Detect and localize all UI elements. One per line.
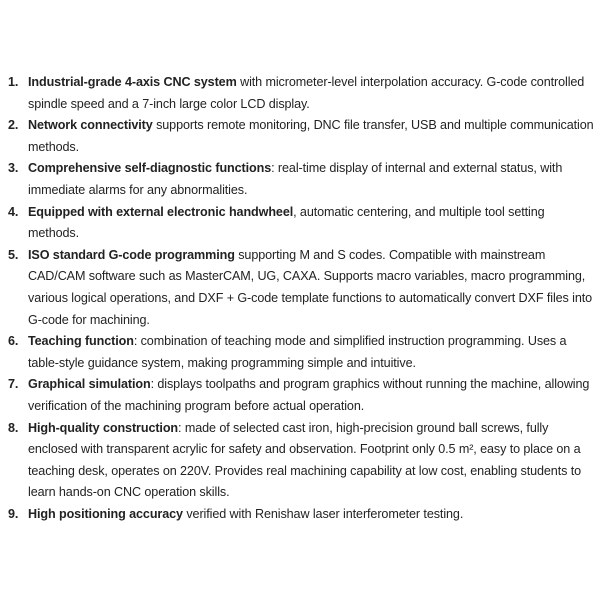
item-title: Network connectivity: [28, 118, 153, 133]
item-description: with micrometer-level interpolation accuracy. G-code controlled spindle speed and a 7-inch large color LCD display.: [28, 75, 585, 111]
item-title: Teaching function: [28, 334, 134, 349]
item-text: [28, 331, 594, 374]
item-title: High positioning accuracy: [28, 506, 183, 521]
item-text: [28, 202, 594, 245]
item-description: : displays toolpaths and program graphics without running the machine, allowing verification of the machining program before actual operation.: [28, 377, 590, 413]
item-title: High-quality construction: [28, 420, 179, 435]
list-item: [8, 72, 594, 115]
item-number: 9.: [8, 506, 19, 521]
item-number: 6.: [8, 334, 19, 349]
list-item: [8, 202, 594, 245]
item-description: verified with Renishaw laser interferometer testing.: [182, 506, 464, 521]
item-number: 8.: [8, 420, 19, 435]
item-text: [28, 72, 594, 115]
item-text: [28, 115, 594, 158]
item-number: 3.: [8, 161, 19, 176]
item-text: [28, 504, 594, 526]
item-description: supports remote monitoring, DNC file transfer, USB and multiple communication methods.: [28, 118, 594, 154]
item-number: 4.: [8, 204, 19, 219]
list-item: [8, 115, 594, 158]
item-description: : combination of teaching mode and simplified instruction programming. Uses a table-style guidance system, making programming simple and intuitive.: [28, 334, 567, 370]
item-text: [28, 374, 594, 417]
item-title: Graphical simulation: [28, 377, 151, 392]
item-description: , automatic centering, and multiple tool setting methods.: [28, 204, 545, 241]
list-item: [8, 158, 594, 201]
item-text: [28, 245, 594, 331]
list-item: [8, 504, 594, 526]
list-item: [8, 331, 594, 374]
list-item: [8, 245, 594, 331]
item-text: [28, 158, 594, 201]
item-title: Industrial-grade 4-axis CNC system: [28, 75, 237, 89]
item-description: supporting M and S codes. Compatible with mainstream CAD/CAM software such as MasterCAM, UG, CAXA. Supports macro variables, macro programming, various logical operations, and DXF + G-code template functions to automatically convert DXF files into G-code for machining.: [28, 247, 593, 327]
item-number: 2.: [8, 118, 19, 133]
item-text: [28, 418, 594, 504]
item-title: Equipped with external electronic handwheel: [28, 204, 294, 219]
list-item: [8, 374, 594, 417]
item-number: 1.: [8, 75, 19, 89]
item-number: 7.: [8, 377, 19, 392]
item-title: Comprehensive self-diagnostic functions: [28, 161, 272, 176]
item-description: : real-time display of internal and external status, with immediate alarms for any abnormalities.: [28, 161, 563, 197]
item-title: ISO standard G-code programming: [28, 247, 235, 262]
list-item: [8, 418, 594, 504]
feature-list: [8, 72, 594, 525]
item-description: : made of selected cast iron, high-precision ground ball screws, fully enclosed with transparent acrylic for safety and observation. Footprint only 0.5 m², easy to place on a teaching desk, operates on 220V. Provides real machining capability at low cost, enabling students to learn hands-on CNC operation skills.: [28, 420, 582, 500]
item-number: 5.: [8, 247, 19, 262]
